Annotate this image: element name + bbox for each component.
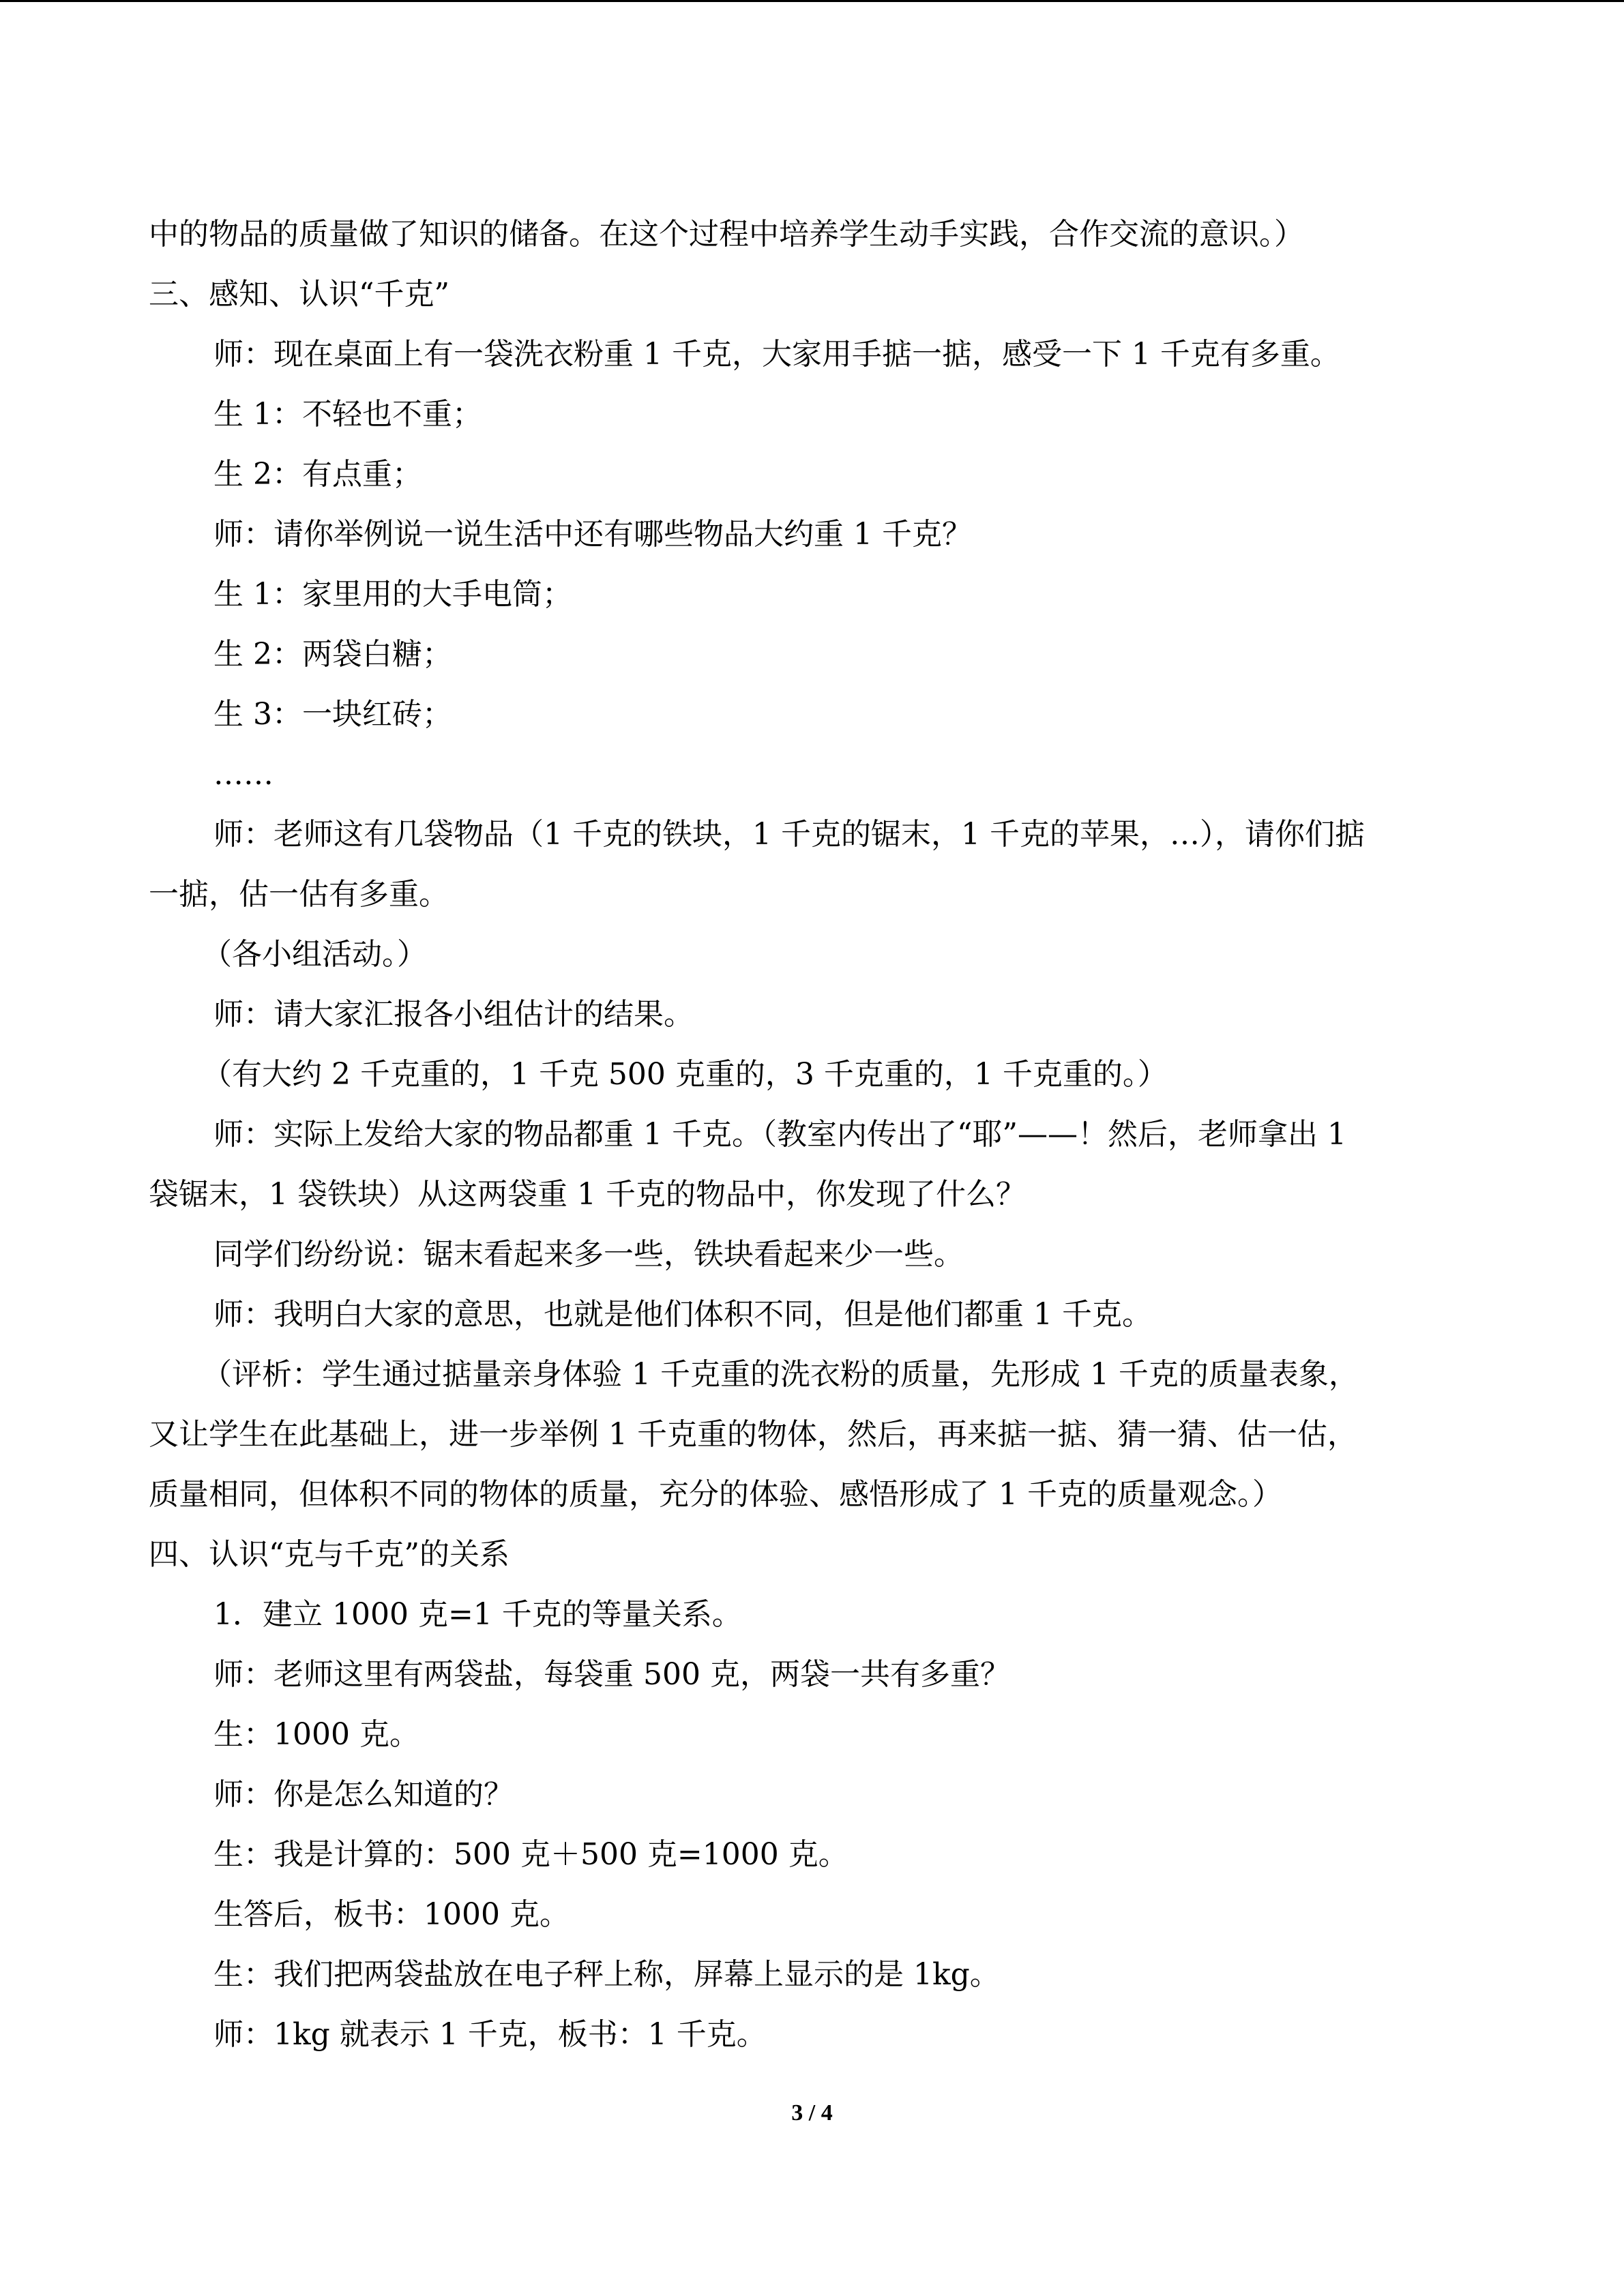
section-heading: 三、感知、认识“千克”: [149, 277, 449, 312]
text-line: 生：我们把两袋盐放在电子秤上称，屏幕上显示的是 1kg。: [213, 1957, 1000, 1992]
document-body: [149, 205, 1486, 2065]
text-line: 中的物品的质量做了知识的储备。在这个过程中培养学生动手实践，合作交流的意识。）: [149, 217, 1304, 252]
text-line: 师：老师这里有两袋盐，每袋重 500 克，两袋一共有多重？: [213, 1657, 1010, 1692]
text-line: 生：我是计算的：500 克＋500 克=1000 克。: [213, 1837, 848, 1872]
text-line: 师：老师这有几袋物品（1 千克的铁块，1 千克的锯末，1 千克的苹果，…），请你们掂: [213, 817, 1365, 852]
text-line: 师：请大家汇报各小组估计的结果。: [213, 997, 694, 1032]
text-line: 师：我明白大家的意思，也就是他们体积不同，但是他们都重 1 千克。: [213, 1297, 1152, 1332]
page-number: 3 / 4: [791, 2100, 833, 2126]
text-line: 师：实际上发给大家的物品都重 1 千克。（教室内传出了“耶”——！然后，老师拿出 1: [213, 1117, 1346, 1152]
text-line: 生 2：有点重；: [213, 457, 422, 492]
text-line: 生：1000 克。: [213, 1717, 419, 1752]
text-line: 生 2：两袋白糖；: [213, 637, 452, 672]
text-line: 生 3：一块红砖；: [213, 697, 452, 732]
text-line: 生 1：不轻也不重；: [213, 397, 482, 432]
text-line: 袋锯末，1 袋铁块）从这两袋重 1 千克的物品中，你发现了什么？: [149, 1177, 1026, 1212]
section-heading: 四、认识“克与千克”的关系: [149, 1537, 510, 1572]
top-border-line: [0, 0, 1624, 2]
text-line: 师：请你举例说一说生活中还有哪些物品大约重 1 千克？: [213, 517, 972, 552]
text-line: 一掂，估一估有多重。: [149, 877, 449, 912]
text-line: 又让学生在此基础上，进一步举例 1 千克重的物体，然后，再来掂一掂、猜一猜、估一估，: [149, 1417, 1357, 1452]
text-line: 生答后，板书：1000 克。: [213, 1897, 570, 1932]
text-line: 生 1：家里用的大手电筒；: [213, 577, 572, 612]
text-line: 同学们纷纷说：锯末看起来多一些，铁块看起来少一些。: [213, 1237, 964, 1272]
text-line: ……: [213, 757, 274, 792]
text-line: 师：1kg 就表示 1 千克，板书：1 千克。: [213, 2017, 767, 2052]
text-line: 质量相同，但体积不同的物体的质量，充分的体验、感悟形成了 1 千克的质量观念。）: [149, 1477, 1282, 1512]
text-line: 师：你是怎么知道的？: [213, 1777, 514, 1812]
text-line: （有大约 2 千克重的，1 千克 500 克重的，3 千克重的，1 千克重的。）: [202, 1057, 1168, 1092]
text-line: 师：现在桌面上有一袋洗衣粉重 1 千克，大家用手掂一掂，感受一下 1 千克有多重。: [213, 337, 1340, 372]
text-line: （评析：学生通过掂量亲身体验 1 千克重的洗衣粉的质量，先形成 1 千克的质量表象，: [202, 1357, 1359, 1392]
text-line: （各小组活动。）: [202, 937, 427, 972]
text-line: 1．建立 1000 克=1 千克的等量关系。: [213, 1597, 742, 1632]
